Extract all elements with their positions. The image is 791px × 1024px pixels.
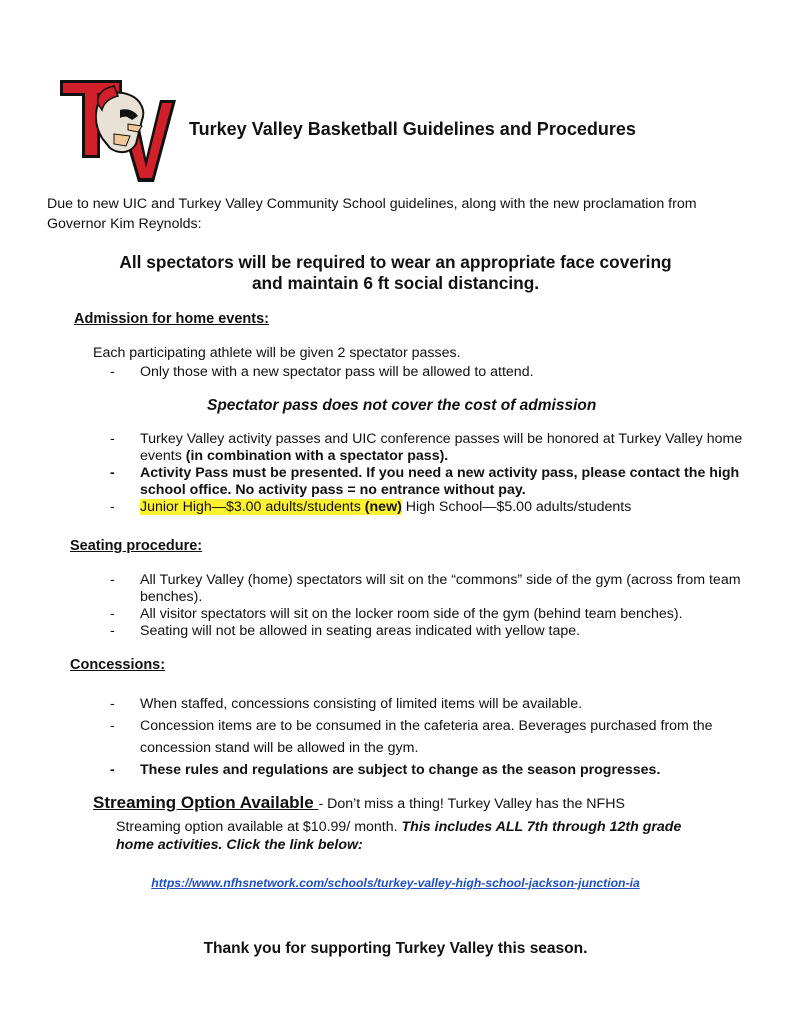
mandate-notice (0, 252, 791, 294)
intro-paragraph: Due to new UIC and Turkey Valley Community School guidelines, along with the new proclamation from Governor Kim Reynolds: (47, 196, 697, 232)
list-item (110, 715, 750, 759)
mandate-line-2: and maintain 6 ft social distancing. (251, 273, 540, 293)
bullet-dash: - (110, 364, 115, 380)
list-item (110, 499, 750, 516)
list-item-text: Seating will not be allowed in seating areas indicated with yellow tape. (140, 623, 581, 639)
list-item (110, 465, 750, 499)
list-item-text: When staffed, concessions consisting of limited items will be available. (140, 696, 583, 712)
list-item-text: Activity Pass must be presented. If you need a new activity pass, please contact the high school office. No activity pass = no entrance without pay. (140, 465, 740, 498)
bullet-dash: - (110, 465, 115, 481)
list-item-bold-text: (in combination with a spectator pass). (185, 448, 449, 464)
bullet-dash: - (110, 718, 115, 734)
streaming-includes-text: This includes ALL 7th through 12th grade (401, 819, 682, 835)
list-item-text: Concession items are to be consumed in the cafeteria area. Beverages purchased from the concession stand will be allowed in the gym. (140, 718, 713, 756)
nfhs-streaming-link[interactable]: https://www.nfhsnetwork.com/schools/turkey-valley-high-school-jackson-junction-ia (151, 876, 640, 890)
seating-heading: Seating procedure: (70, 538, 203, 554)
list-item (110, 364, 750, 381)
bullet-dash: - (110, 762, 115, 778)
concessions-heading: Concessions: (70, 657, 166, 673)
mandate-line-1: All spectators will be required to wear an appropriate face covering (119, 252, 672, 272)
bullet-dash: - (110, 623, 115, 639)
admission-list-2 (110, 431, 750, 516)
streaming-line-3: home activities. Click the link below: (116, 837, 363, 853)
list-item (110, 431, 750, 465)
streaming-line-2 (116, 817, 681, 837)
admission-note: Spectator pass does not cover the cost of admission (207, 397, 597, 414)
list-item-text: Turkey Valley activity passes and UIC conference passes will be honored at Turkey Valley home events (140, 431, 743, 464)
bullet-dash: - (110, 499, 115, 515)
new-badge-highlight: (new) (364, 499, 402, 515)
page-title: Turkey Valley Basketball Guidelines and Procedures (189, 119, 636, 139)
high-school-price: High School—$5.00 adults/students (401, 499, 632, 515)
bullet-dash: - (110, 606, 115, 622)
bullet-dash: - (110, 431, 115, 447)
thanks-message: Thank you for supporting Turkey Valley this season. (203, 940, 588, 957)
list-item-text: Only those with a new spectator pass will be allowed to attend. (140, 364, 534, 380)
streaming-heading: Streaming Option Available (93, 793, 319, 812)
list-item-text: These rules and regulations are subject to change as the season progresses. (140, 762, 661, 778)
list-item (110, 693, 750, 715)
admission-heading: Admission for home events: (74, 311, 269, 327)
list-item (110, 606, 750, 623)
concessions-list (110, 693, 750, 781)
list-item-text: All Turkey Valley (home) spectators will sit on the “commons” side of the gym (across from team benches). (140, 572, 741, 605)
bullet-dash: - (110, 572, 115, 588)
school-logo (58, 74, 178, 186)
list-item (110, 623, 750, 640)
streaming-link-wrap (0, 874, 791, 892)
list-item-text: All visitor spectators will sit on the locker room side of the gym (behind team benches). (140, 606, 683, 622)
admission-list-1 (110, 364, 750, 381)
seating-list (110, 572, 750, 640)
admission-intro: Each participating athlete will be given 2 spectator passes. (93, 345, 461, 361)
streaming-text: - Don’t miss a thing! Turkey Valley has the NFHS (318, 796, 625, 812)
list-item (110, 572, 750, 606)
list-item (110, 759, 750, 781)
streaming-price-text: Streaming option available at $10.99/ month. (116, 819, 402, 835)
junior-high-price-highlight: Junior High—$3.00 adults/students (140, 499, 365, 515)
bullet-dash: - (110, 696, 115, 712)
streaming-line-1 (93, 793, 625, 813)
